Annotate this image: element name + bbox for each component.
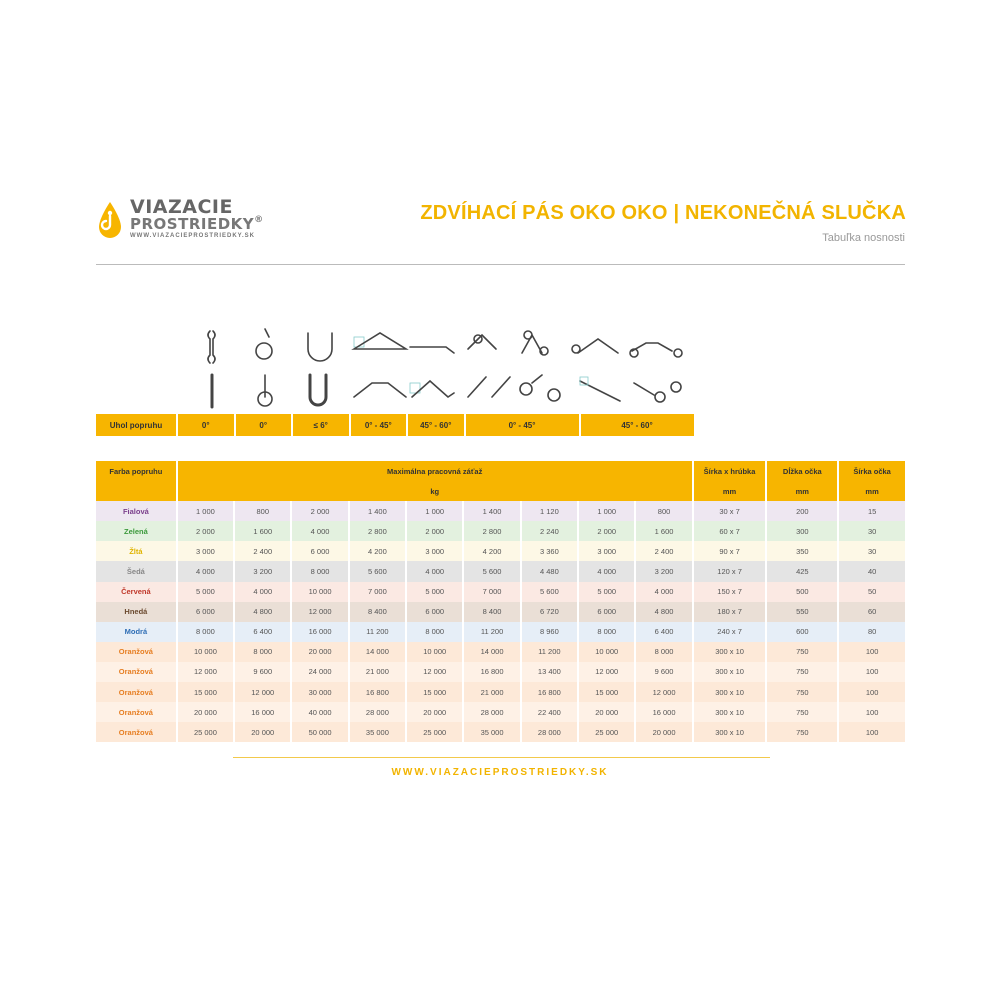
load-cell: 8 000	[235, 642, 292, 662]
table-row	[96, 541, 907, 561]
color-name-cell: Oranžová	[96, 702, 178, 722]
sling-vertical-icon	[208, 331, 215, 407]
eye-width-cell: 80	[839, 622, 907, 642]
eye-width-cell: 30	[839, 521, 907, 541]
load-cell: 14 000	[350, 642, 407, 662]
brand-logo	[96, 196, 296, 246]
eye-length-cell: 750	[767, 702, 839, 722]
angle-value: 0° - 45°	[466, 414, 581, 436]
size-cell: 300 x 10	[694, 682, 768, 702]
brand-name-line1: VIAZACIE	[130, 196, 233, 218]
load-cell: 2 000	[178, 521, 235, 541]
load-cell: 3 200	[235, 561, 292, 581]
eye-width-cell: 100	[839, 702, 907, 722]
load-cell: 15 000	[579, 682, 636, 702]
size-cell: 300 x 10	[694, 702, 768, 722]
load-cell: 6 400	[235, 622, 292, 642]
color-name-cell: Modrá	[96, 622, 178, 642]
table-row	[96, 602, 907, 622]
eye-length-cell: 425	[767, 561, 839, 581]
load-cell: 25 000	[407, 722, 464, 742]
load-cell: 8 000	[636, 642, 693, 662]
load-cell: 5 600	[522, 582, 579, 602]
angle-value: 0° - 45°	[351, 414, 409, 436]
load-cell: 12 000	[636, 682, 693, 702]
size-cell: 60 x 7	[694, 521, 768, 541]
load-cell: 28 000	[350, 702, 407, 722]
header-unit-empty	[96, 481, 178, 501]
load-cell: 16 000	[235, 702, 292, 722]
load-cell: 20 000	[579, 702, 636, 722]
footer-divider	[233, 757, 770, 758]
load-cell: 4 800	[235, 602, 292, 622]
sling-illustrations	[182, 323, 696, 413]
load-cell: 10 000	[178, 642, 235, 662]
load-cell: 3 000	[579, 541, 636, 561]
eye-length-cell: 750	[767, 662, 839, 682]
color-name-cell: Červená	[96, 582, 178, 602]
load-cell: 8 000	[407, 622, 464, 642]
load-cell: 3 360	[522, 541, 579, 561]
load-cell: 5 000	[579, 582, 636, 602]
load-cell: 20 000	[292, 642, 349, 662]
load-cell: 2 800	[464, 521, 521, 541]
sling-configurations-icon	[182, 323, 696, 413]
load-cell: 5 600	[464, 561, 521, 581]
size-cell: 300 x 10	[694, 722, 768, 742]
load-cell: 1 400	[350, 501, 407, 521]
load-cell: 4 200	[350, 541, 407, 561]
load-cell: 22 400	[522, 702, 579, 722]
eye-length-cell: 600	[767, 622, 839, 642]
eye-width-cell: 15	[839, 501, 907, 521]
load-cell: 12 000	[178, 662, 235, 682]
load-cell: 1 600	[235, 521, 292, 541]
angle-value: 0°	[236, 414, 294, 436]
sling-two-leg-45-60-icon	[410, 347, 454, 397]
size-cell: 120 x 7	[694, 561, 768, 581]
load-cell: 4 200	[464, 541, 521, 561]
eye-length-cell: 300	[767, 521, 839, 541]
eye-width-cell: 100	[839, 642, 907, 662]
eye-length-cell: 350	[767, 541, 839, 561]
unit-load: kg	[178, 481, 694, 501]
load-cell: 3 000	[178, 541, 235, 561]
table-row	[96, 662, 907, 682]
load-cell: 7 000	[350, 582, 407, 602]
load-cell: 28 000	[464, 702, 521, 722]
load-cell: 8 000	[579, 622, 636, 642]
load-cell: 25 000	[579, 722, 636, 742]
load-cell: 8 400	[464, 602, 521, 622]
color-name-cell: Oranžová	[96, 642, 178, 662]
footer-url[interactable]: WWW.VIAZACIEPROSTRIEDKY.SK	[391, 767, 609, 778]
load-cell: 4 000	[407, 561, 464, 581]
load-cell: 20 000	[178, 702, 235, 722]
sling-two-leg-choke-0-45-icon	[468, 335, 510, 397]
load-cell: 3 200	[636, 561, 693, 581]
load-cell: 2 400	[636, 541, 693, 561]
eye-width-cell: 50	[839, 582, 907, 602]
color-name-cell: Oranžová	[96, 662, 178, 682]
page-subtitle: Tabuľka nosnosti	[822, 232, 905, 244]
eye-length-cell: 750	[767, 642, 839, 662]
brand-url: WWW.VIAZACIEPROSTRIEDKY.SK	[130, 233, 256, 239]
size-cell: 150 x 7	[694, 582, 768, 602]
load-cell: 800	[235, 501, 292, 521]
load-cell: 4 000	[178, 561, 235, 581]
load-cell: 12 000	[579, 662, 636, 682]
angle-value: 45° - 60°	[581, 414, 696, 436]
load-cell: 8 400	[350, 602, 407, 622]
color-name-cell: Hnedá	[96, 602, 178, 622]
table-row	[96, 582, 907, 602]
table-row	[96, 521, 907, 541]
size-cell: 300 x 10	[694, 662, 768, 682]
header-color: Farba popruhu	[96, 461, 178, 481]
load-cell: 35 000	[464, 722, 521, 742]
load-cell: 5 000	[407, 582, 464, 602]
load-cell: 12 000	[292, 602, 349, 622]
load-cell: 10 000	[407, 642, 464, 662]
load-cell: 11 200	[350, 622, 407, 642]
load-cell: 4 480	[522, 561, 579, 581]
table-row	[96, 702, 907, 722]
table-body	[96, 501, 907, 742]
load-cell: 13 400	[522, 662, 579, 682]
load-cell: 8 960	[522, 622, 579, 642]
load-cell: 1 000	[579, 501, 636, 521]
eye-width-cell: 30	[839, 541, 907, 561]
load-cell: 4 000	[579, 561, 636, 581]
color-name-cell: Šedá	[96, 561, 178, 581]
load-cell: 20 000	[636, 722, 693, 742]
load-cell: 16 000	[292, 622, 349, 642]
header-eye-width: Šírka očka	[839, 461, 907, 481]
load-cell: 6 720	[522, 602, 579, 622]
eye-width-cell: 100	[839, 662, 907, 682]
load-cell: 9 600	[636, 662, 693, 682]
load-cell: 6 000	[178, 602, 235, 622]
load-cell: 21 000	[464, 682, 521, 702]
capacity-table	[96, 461, 907, 742]
load-cell: 15 000	[178, 682, 235, 702]
load-cell: 2 000	[579, 521, 636, 541]
load-cell: 7 000	[464, 582, 521, 602]
load-cell: 16 800	[350, 682, 407, 702]
eye-length-cell: 500	[767, 582, 839, 602]
angle-value: 45° - 60°	[408, 414, 466, 436]
load-cell: 1 000	[178, 501, 235, 521]
load-cell: 1 120	[522, 501, 579, 521]
load-cell: 5 600	[350, 561, 407, 581]
hook-drop-icon	[96, 200, 124, 240]
load-cell: 24 000	[292, 662, 349, 682]
load-cell: 4 000	[292, 521, 349, 541]
load-cell: 50 000	[292, 722, 349, 742]
load-cell: 16 000	[636, 702, 693, 722]
table-unit-row	[96, 481, 907, 501]
sling-choke-icon	[256, 329, 272, 406]
load-cell: 20 000	[235, 722, 292, 742]
load-cell: 25 000	[178, 722, 235, 742]
load-cell: 10 000	[292, 582, 349, 602]
eye-length-cell: 750	[767, 722, 839, 742]
page-title: ZDVÍHACÍ PÁS OKO OKO | NEKONEČNÁ SLUČKA	[420, 202, 906, 224]
angle-label: Uhol popruhu	[96, 414, 178, 436]
header-load: Maximálna pracovná záťaž	[178, 461, 694, 481]
table-row	[96, 622, 907, 642]
eye-width-cell: 100	[839, 722, 907, 742]
load-cell: 5 000	[178, 582, 235, 602]
table-row	[96, 722, 907, 742]
color-name-cell: Oranžová	[96, 682, 178, 702]
load-cell: 1 000	[407, 501, 464, 521]
load-cell: 1 600	[636, 521, 693, 541]
load-cell: 14 000	[464, 642, 521, 662]
load-cell: 8 000	[178, 622, 235, 642]
load-cell: 16 800	[464, 662, 521, 682]
unit-eye-length: mm	[767, 481, 839, 501]
load-cell: 11 200	[522, 642, 579, 662]
eye-width-cell: 60	[839, 602, 907, 622]
table-row	[96, 682, 907, 702]
table-row	[96, 501, 907, 521]
color-name-cell: Oranžová	[96, 722, 178, 742]
load-cell: 6 000	[579, 602, 636, 622]
color-name-cell: Fialová	[96, 501, 178, 521]
load-cell: 15 000	[407, 682, 464, 702]
header-eye-length: Dĺžka očka	[767, 461, 839, 481]
table-row	[96, 561, 907, 581]
table-header-row	[96, 461, 907, 481]
size-cell: 90 x 7	[694, 541, 768, 561]
size-cell: 240 x 7	[694, 622, 768, 642]
load-cell: 2 240	[522, 521, 579, 541]
header-divider	[96, 264, 905, 265]
load-cell: 3 000	[407, 541, 464, 561]
sling-two-leg-choke-45-60-alt-icon	[630, 343, 682, 402]
load-cell: 2 400	[235, 541, 292, 561]
load-cell: 4 800	[636, 602, 693, 622]
load-cell: 4 000	[636, 582, 693, 602]
load-cell: 800	[636, 501, 693, 521]
eye-width-cell: 40	[839, 561, 907, 581]
eye-length-cell: 200	[767, 501, 839, 521]
load-cell: 6 000	[407, 602, 464, 622]
load-cell: 2 000	[407, 521, 464, 541]
size-cell: 30 x 7	[694, 501, 768, 521]
sling-two-leg-choke-45-60-icon	[572, 339, 620, 401]
load-cell: 12 000	[235, 682, 292, 702]
eye-width-cell: 100	[839, 682, 907, 702]
registered-mark: ®	[254, 215, 264, 225]
size-cell: 180 x 7	[694, 602, 768, 622]
brand-name-line2: PROSTRIEDKY®	[130, 215, 264, 233]
angle-value: 0°	[178, 414, 236, 436]
header-width: Šírka x hrúbka	[694, 461, 768, 481]
load-cell: 8 000	[292, 561, 349, 581]
load-cell: 16 800	[522, 682, 579, 702]
sling-two-leg-0-45-icon	[354, 333, 406, 397]
load-cell: 35 000	[350, 722, 407, 742]
load-cell: 2 800	[350, 521, 407, 541]
size-cell: 300 x 10	[694, 642, 768, 662]
color-name-cell: Zelená	[96, 521, 178, 541]
eye-length-cell: 750	[767, 682, 839, 702]
unit-width: mm	[694, 481, 768, 501]
load-cell: 6 000	[292, 541, 349, 561]
load-cell: 1 400	[464, 501, 521, 521]
load-cell: 6 400	[636, 622, 693, 642]
unit-eye-width: mm	[839, 481, 907, 501]
table-row	[96, 642, 907, 662]
eye-length-cell: 550	[767, 602, 839, 622]
load-cell: 28 000	[522, 722, 579, 742]
load-cell: 10 000	[579, 642, 636, 662]
load-cell: 9 600	[235, 662, 292, 682]
angle-row	[96, 414, 696, 436]
load-cell: 40 000	[292, 702, 349, 722]
load-cell: 30 000	[292, 682, 349, 702]
load-cell: 21 000	[350, 662, 407, 682]
sling-basket-icon	[308, 333, 332, 405]
load-cell: 4 000	[235, 582, 292, 602]
load-cell: 12 000	[407, 662, 464, 682]
angle-value: ≤ 6°	[293, 414, 351, 436]
sling-two-leg-choke-0-45-alt-icon	[520, 331, 560, 401]
load-cell: 11 200	[464, 622, 521, 642]
load-cell: 2 000	[292, 501, 349, 521]
load-cell: 20 000	[407, 702, 464, 722]
color-name-cell: Žltá	[96, 541, 178, 561]
